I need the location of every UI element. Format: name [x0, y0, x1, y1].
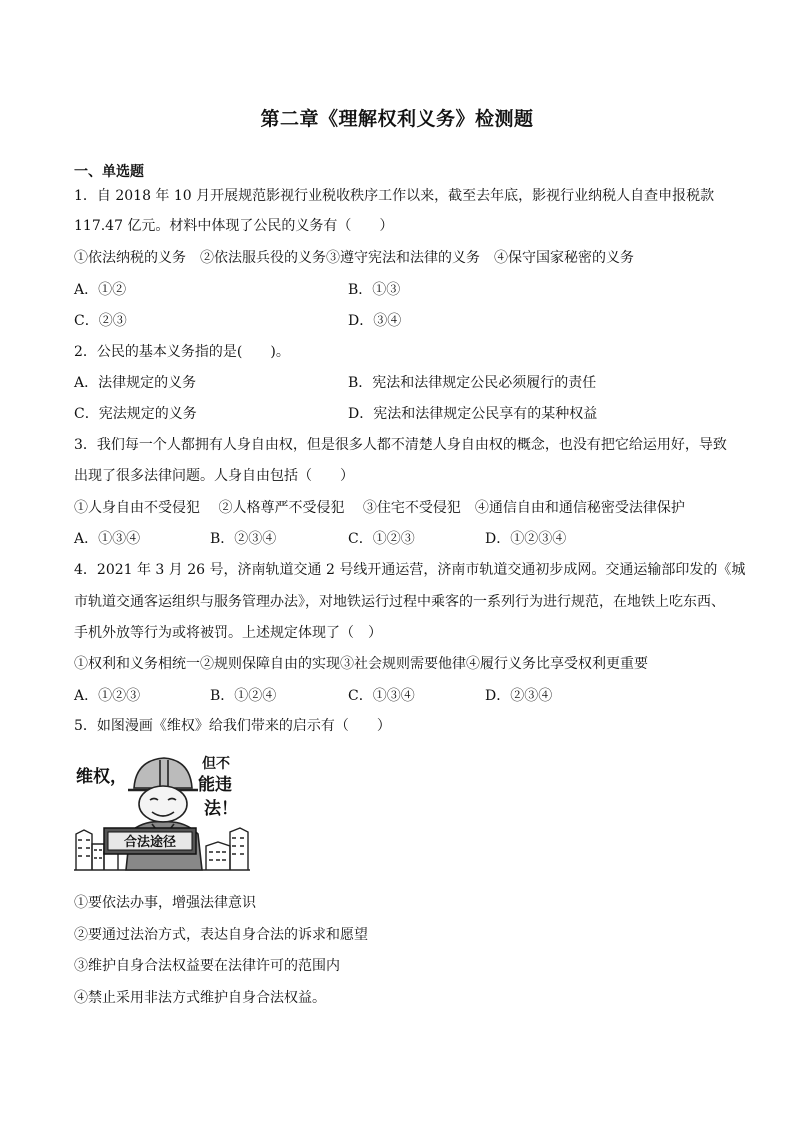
- q3-option-b: B．②③④: [210, 531, 277, 547]
- q5-option-3: ③维护自身合法权益要在法律许可的范围内: [74, 958, 340, 974]
- q3-stem-line1: 3．我们每一个人都拥有人身自由权，但是很多人都不清楚人身自由权的概念，也没有把它给运用好，导致: [74, 437, 727, 453]
- cartoon-illustration: [74, 748, 250, 872]
- q1-option-a: A．①②: [74, 282, 127, 298]
- q5-option-1: ①要依法办事，增强法律意识: [74, 895, 256, 911]
- q1-option-d: D．③④: [348, 313, 402, 329]
- q3-option-a: A．①③④: [74, 531, 141, 547]
- q4-stem-line1: 4．2021 年 3 月 26 号，济南轨道交通 2 号线开通运营，济南市轨道交通初步成网。交通运输部印发的《城: [74, 562, 746, 578]
- q5-option-4: ④禁止采用非法方式维护自身合法权益。: [74, 990, 326, 1006]
- q2-option-c: C．宪法规定的义务: [74, 406, 197, 422]
- cartoon-caption-right-1: 但不: [202, 756, 230, 772]
- section-heading: 一、单选题: [74, 164, 144, 180]
- q1-stem-line1: 1．自 2018 年 10 月开展规范影视行业税收秩序工作以来，截至去年底，影视行业纳税人自查申报税款: [74, 188, 715, 204]
- q2-option-b: B．宪法和法律规定公民必须履行的责任: [348, 375, 597, 391]
- q4-option-b: B．①②④: [210, 688, 277, 704]
- q4-option-d: D．②③④: [485, 688, 553, 704]
- q4-stem-line2: 市轨道交通客运组织与服务管理办法》，对地铁运行过程中乘客的一系列行为进行规范，在地铁上吃东西、: [74, 594, 725, 610]
- sign-board: [104, 828, 196, 854]
- q1-items: ①依法纳税的义务 ②依法服兵役的义务③遵守宪法和法律的义务 ④保守国家秘密的义务: [74, 250, 634, 266]
- q2-stem: 2．公民的基本义务指的是( )。: [74, 344, 290, 360]
- q4-option-c: C．①③④: [348, 688, 415, 704]
- cartoon-caption-right-3: 法！: [204, 799, 238, 819]
- q4-option-a: A．①②③: [74, 688, 141, 704]
- q3-stem-line2: 出现了很多法律问题。人身自由包括（ ）: [74, 468, 354, 484]
- q2-option-d: D．宪法和法律规定公民享有的某种权益: [348, 406, 598, 422]
- q4-stem-line3: 手机外放等行为或将被罚。上述规定体现了（ ）: [74, 625, 382, 641]
- q3-items: ①人身自由不受侵犯 ②人格尊严不受侵犯 ③住宅不受侵犯 ④通信自由和通信秘密受法律保护: [74, 500, 685, 516]
- q3-option-d: D．①②③④: [485, 531, 567, 547]
- page-title: 第二章《理解权利义务》检测题: [260, 108, 534, 130]
- cartoon-caption-right-2: 能违: [198, 775, 232, 795]
- q1-option-c: C．②③: [74, 313, 127, 329]
- cartoon-caption-left: 维权，: [76, 767, 127, 787]
- q4-items: ①权利和义务相统一②规则保障自由的实现③社会规则需要他律④履行义务比享受权利更重要: [74, 656, 648, 672]
- q3-option-c: C．①②③: [348, 531, 415, 547]
- q5-option-2: ②要通过法治方式，表达自身合法的诉求和愿望: [74, 927, 368, 943]
- q2-option-a: A．法律规定的义务: [74, 375, 197, 391]
- q5-stem: 5．如图漫画《维权》给我们带来的启示有（ ）: [74, 718, 391, 734]
- q1-stem-line2: 117.47 亿元。材料中体现了公民的义务有（ ）: [74, 218, 394, 234]
- q1-option-b: B．①③: [348, 282, 401, 298]
- sign-text: 合法途径: [123, 835, 177, 850]
